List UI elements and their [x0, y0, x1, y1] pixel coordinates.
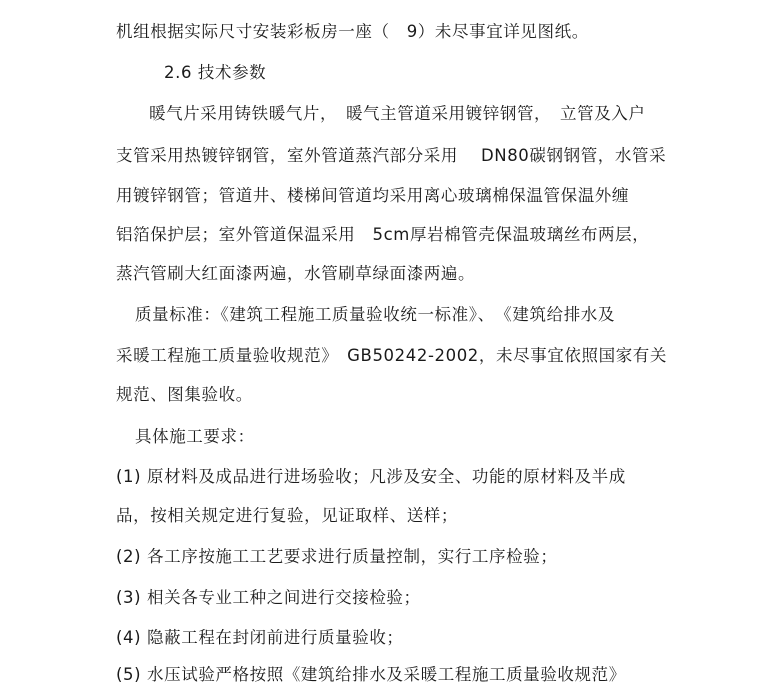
list-item-1a: (1) 原材料及成品进行进场验收；凡涉及安全、功能的原材料及半成 — [116, 467, 626, 486]
list-item-4: (4) 隐蔽工程在封闭前进行质量验收； — [116, 628, 404, 647]
section-heading: 2.6 技术参数 — [164, 63, 267, 82]
text-line-3: 暖气片采用铸铁暖气片， 暖气主管道采用镀锌钢管， 立管及入户 — [149, 104, 646, 123]
text-line-10: 规范、图集验收。 — [116, 385, 253, 404]
text-line-8: 质量标准：《建筑工程施工质量验收统一标准》、 《建筑给排水及 — [135, 305, 615, 324]
text-line-4: 支管采用热镀锌钢管，室外管道蒸汽部分采用 DN80碳钢钢管，水管采 — [116, 146, 667, 165]
text-line-9: 采暖工程施工质量验收规范》 GB50242-2002，未尽事宜依照国家有关 — [116, 346, 667, 365]
list-item-5: (5) 水压试验严格按照《建筑给排水及采暖工程施工质量验收规范》 — [116, 665, 626, 684]
text-line-11: 具体施工要求： — [135, 427, 255, 446]
list-item-2: (2) 各工序按施工工艺要求进行质量控制，实行工序检验； — [116, 547, 558, 566]
text-line-1: 机组根据实际尺寸安装彩板房一座（ 9）未尽事宜详见图纸。 — [116, 22, 589, 41]
text-line-6: 铝箔保护层；室外管道保温采用 5cm厚岩棉管壳保温玻璃丝布两层， — [116, 225, 650, 244]
list-item-3: (3) 相关各专业工种之间进行交接检验； — [116, 588, 421, 607]
list-item-1b: 品，按相关规定进行复验，见证取样、送样； — [116, 506, 458, 525]
text-line-7: 蒸汽管刷大红面漆两遍，水管刷草绿面漆两遍。 — [116, 264, 476, 283]
text-line-5: 用镀锌钢管；管道井、楼梯间管道均采用离心玻璃棉保温管保温外缠 — [116, 186, 629, 205]
